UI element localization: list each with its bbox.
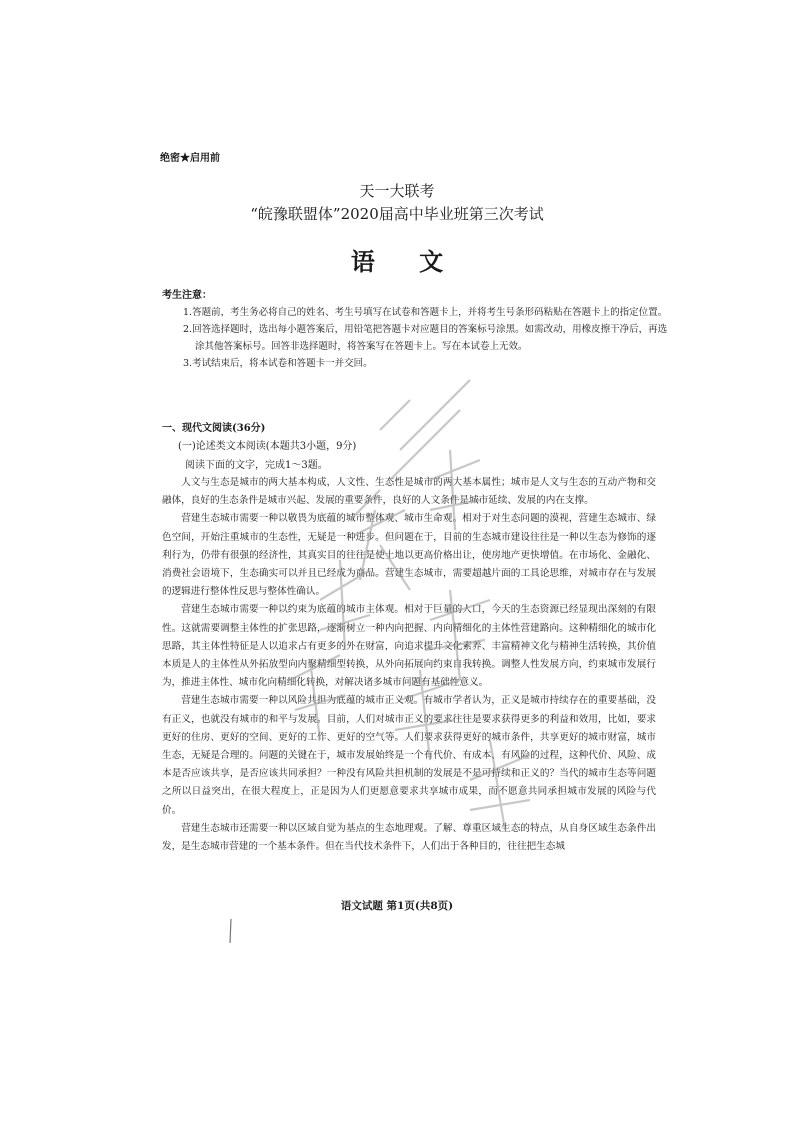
notice-heading: 考生注意：	[162, 290, 212, 301]
passage-paragraph: 营建生态城市还需要一种以区域自觉为基点的生态地理观。了解、尊重区域生态的特点，从自身区域生态条件出发，是生态城市营建的一个基本条件。但在当代技术条件下，人们出于各种目的，往往把生态城	[162, 822, 656, 853]
reading-instruction: 阅读下面的文字，完成1～3题。	[185, 460, 328, 471]
exam-organizer-title: 天一大联考	[359, 182, 435, 200]
notice-item: 3.考试结束后，将本试卷和答题卡一并交回。	[183, 358, 373, 369]
passage-paragraph: 营建生态城市需要一种以约束为底蕴的城市主体观。相对于巨量的人口，今天的生态资源已经显现出深刻的有限性。这就需要调整主体性的扩张思路，逐渐树立一种内向把握、内向精细化的主体性营建路向。这种精细化的城市化思路，其主体性特征是人以追求占有更多的外在财富，向追求提升文化素养、丰富精神文化与精神生活转换，其价值本质是人的主体性从外拓放型向内聚精细型转换，从外向拓展向约束自我转换。调整人性发展方向，约束城市发展行为，推进主体性、城市化向精细化转换，对解决诸多城市问题有基础性意义。	[162, 604, 656, 689]
notice-item: 2.回答选择题时，选出每小题答案后，用铅笔把答题卡对应题目的答案标号涂黑。如需改动，用橡皮擦干净后，再选涂其他答案标号。回答非选择题时，将答案写在答题卡上。写在本试卷上无效。	[183, 324, 668, 352]
pen-mark	[229, 918, 232, 944]
subsection-heading: (一)论述类文本阅读(本题共3小题，9分)	[178, 441, 357, 452]
notice-list	[183, 304, 668, 372]
passage-paragraph: 营建生态城市需要一种以风险共担为底蕴的城市正义观。有城市学者认为，正义是城市持续存在的重要基础，没有正义，也就没有城市的和平与发展。目前，人们对城市正义的要求往往是要求获得更多的利益和效用，比如，要求更好的住房、更好的空间、更好的工作、更好的空气等。人们要求获得更好的城市条件，共享更好的城市财富，城市生态，无疑是合理的。问题的关键在于，城市发展始终是一个有代价、有成本、有风险的过程，这种代价、风险、成本是否应该共享，是否应该共同承担？一种没有风险共担机制的发展是不是可持续和正义的？当代的城市生态等问题之所以日益突出，在很大程度上，正是因为人们更愿意要求共享城市成果，而不愿意共同承担城市发展的风险与代价。	[162, 695, 656, 816]
subject-title: 语 文	[350, 247, 462, 276]
passage-paragraph: 营建生态城市需要一种以敬畏为底蕴的城市整体观、城市生命观。相对于对生态问题的漠视，营建生态城市、绿色空间，开始注重城市的生态性，无疑是一种进步。但问题在于，目前的生态城市建设往往是一种以生态为修饰的逐利行为，仍带有很强的经济性，其真实目的往往是使土地以更高价格出让，使房地产更快增值。在市场化、金融化、消费社会语境下，生态确实可以并且已经成为商品。营建生态城市，需要超越片面的工具论思维，对城市存在与发展的逻辑进行整体性反思与整体性确认。	[162, 513, 656, 598]
reading-passage	[162, 474, 656, 856]
passage-paragraph: 人文与生态是城市的两大基本构成，人文性、生态性是城市的两大基本属性；城市是人文与生态的互动产物和交融体，良好的生态条件是城市兴起、发展的重要条件，良好的人文条件是城市延续、发展的内在支撑。	[162, 477, 656, 507]
section-heading: 一、现代文阅读(36分)	[162, 423, 266, 434]
exam-title: “皖豫联盟体”2020届高中毕业班第三次考试	[250, 205, 544, 223]
page-footer: 语文试题 第1页(共8页)	[340, 900, 454, 912]
notice-item: 1.答题前，考生务必将自己的姓名、考生号填写在试卷和答题卡上，并将考生号条形码粘贴在答题卡上的指定位置。	[183, 307, 668, 318]
confidential-label: 绝密★启用前	[160, 153, 220, 164]
